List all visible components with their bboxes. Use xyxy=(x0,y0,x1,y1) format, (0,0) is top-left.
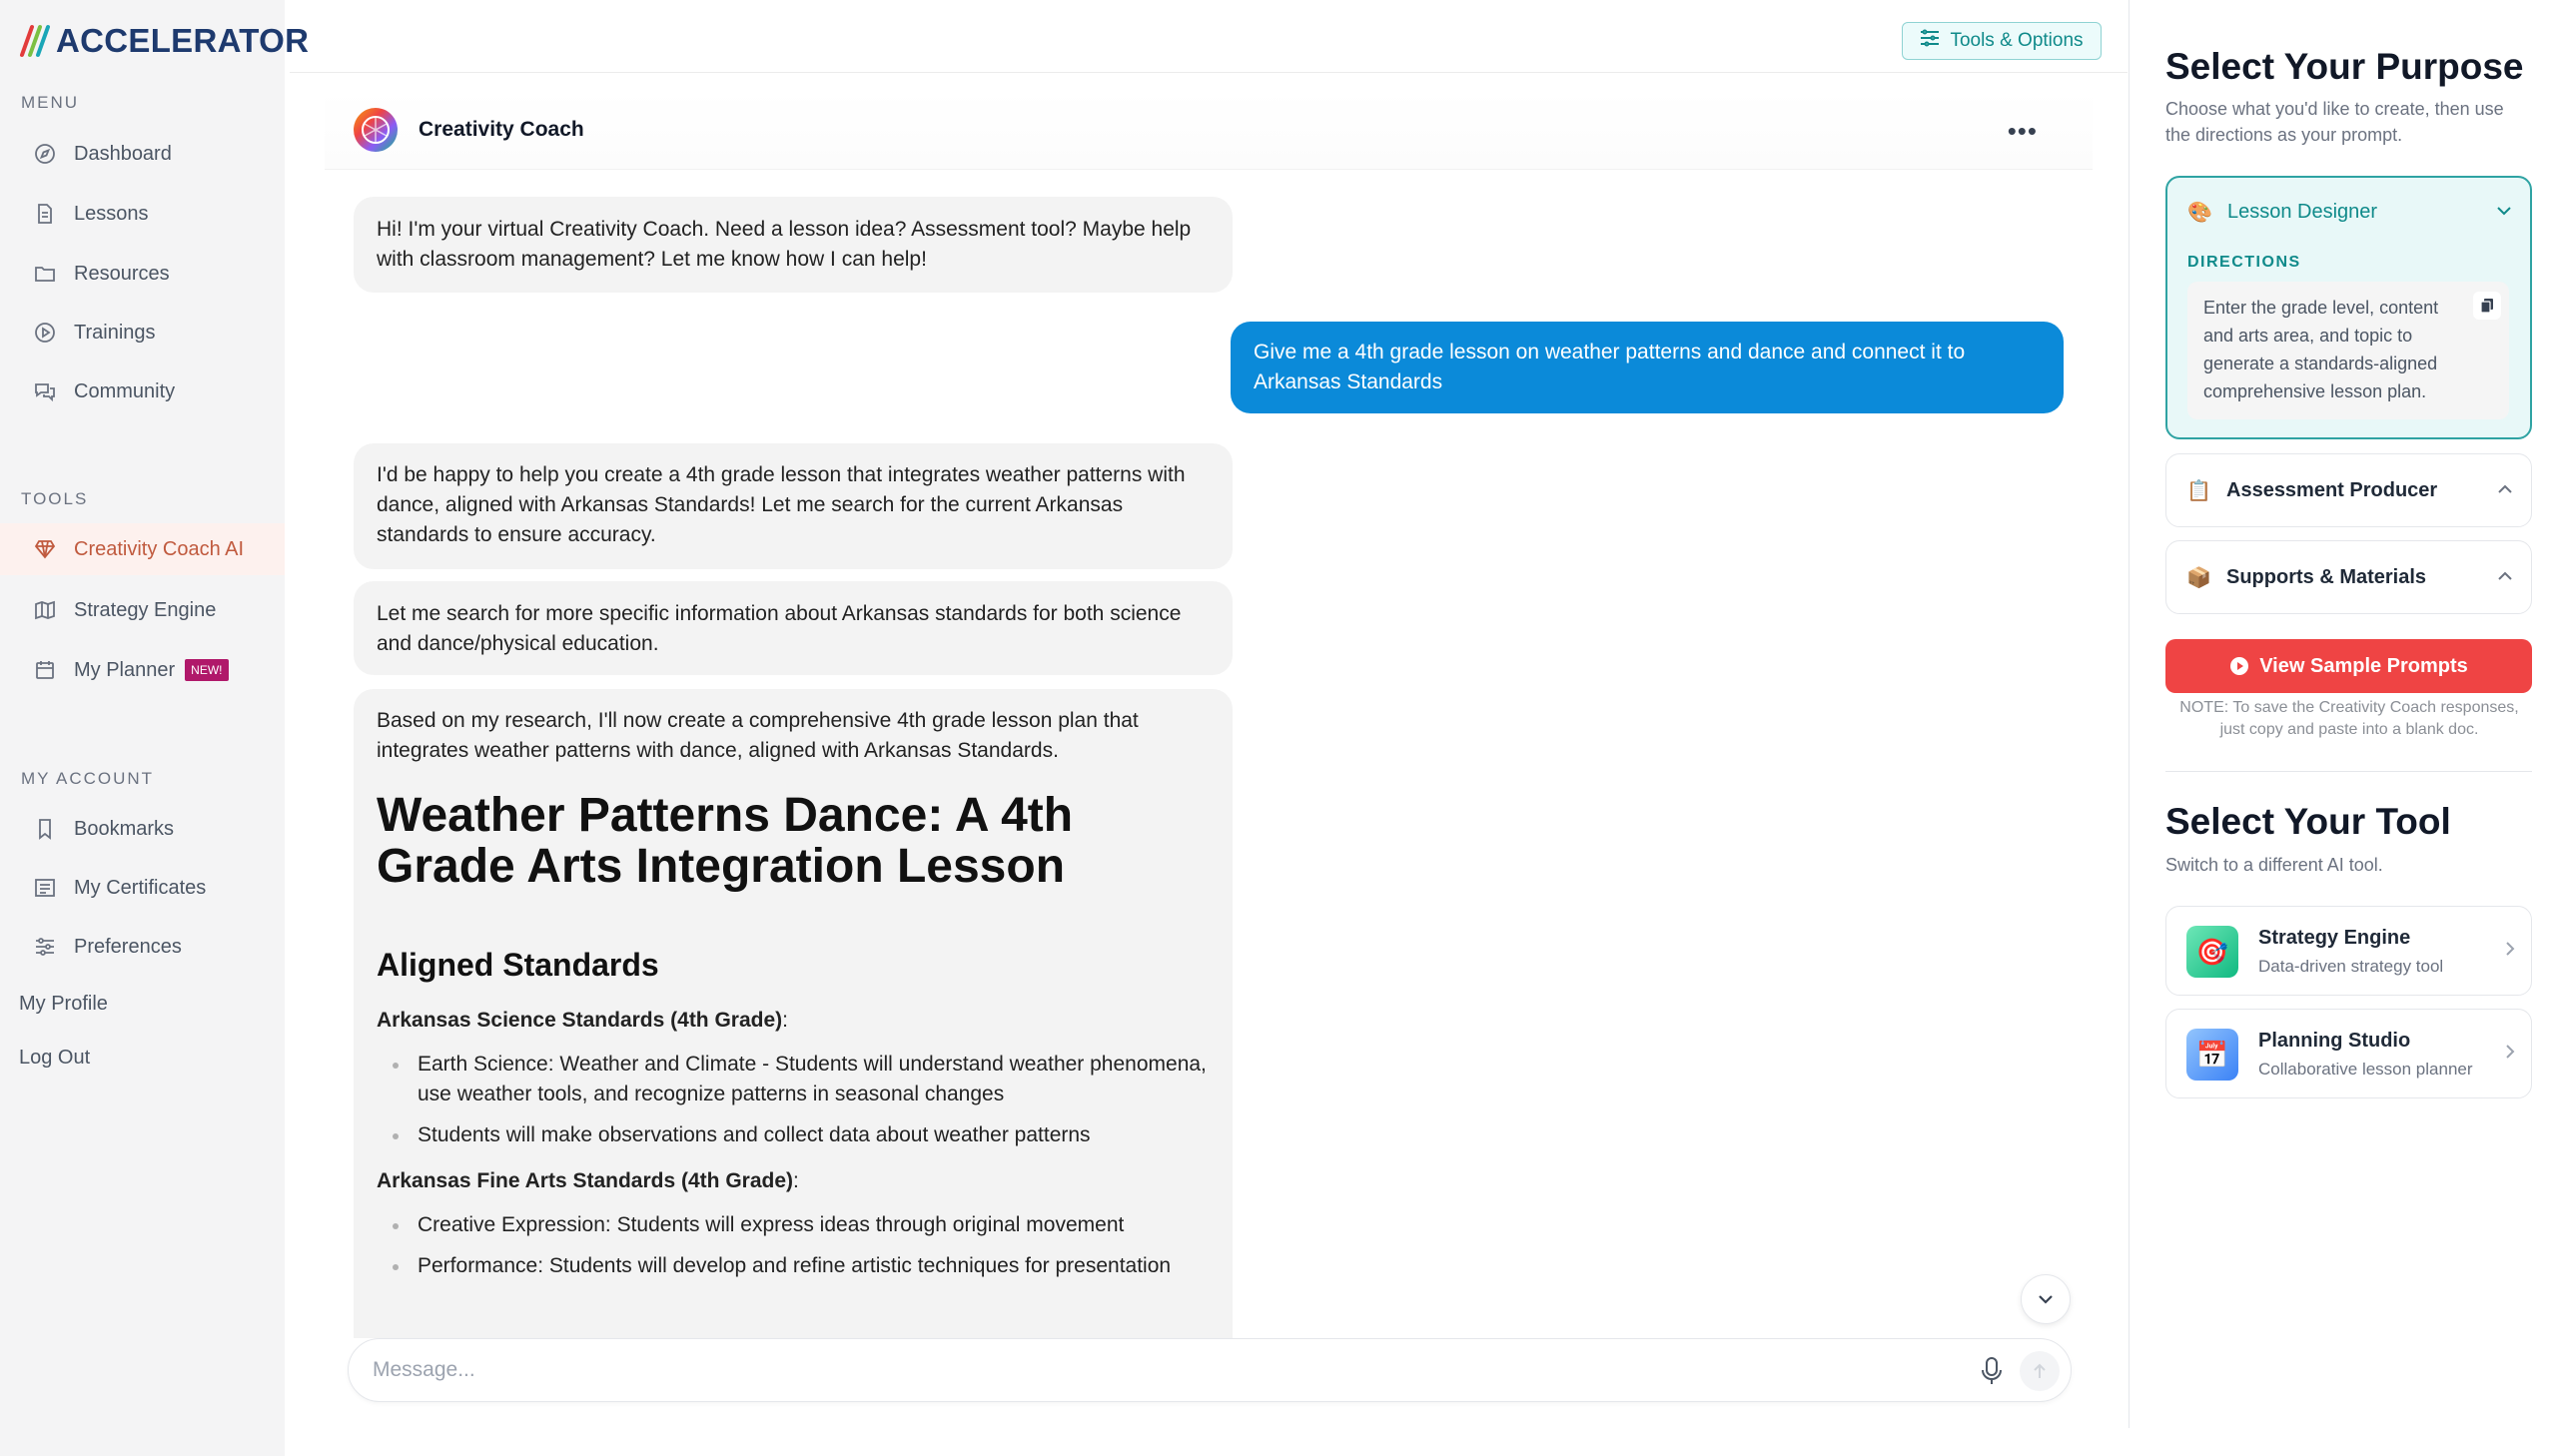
section-divider xyxy=(2165,771,2532,772)
purpose-item-lesson-designer[interactable] xyxy=(2165,176,2532,439)
lesson-intro: Based on my research, I'll now create a comprehensive 4th grade lesson plan that integrates weather patterns with dance, aligned with Arkansas Standards. xyxy=(377,709,1139,762)
sidebar-item-dashboard[interactable] xyxy=(0,128,285,180)
user-message: Give me a 4th grade lesson on weather patterns and dance and connect it to Arkansas Standards xyxy=(1231,322,2064,413)
arts-standards-list xyxy=(377,1210,1210,1281)
purpose-item-assessment-producer[interactable] xyxy=(2165,453,2532,527)
tool-card-strategy-engine[interactable] xyxy=(2165,906,2532,996)
more-options-icon[interactable]: ••• xyxy=(2007,116,2038,146)
new-badge: NEW! xyxy=(185,659,228,681)
arrow-up-icon xyxy=(2032,1362,2048,1380)
diamond-icon xyxy=(32,536,58,562)
tool-name: Planning Studio xyxy=(2258,1030,2411,1052)
arts-standards-heading: Arkansas Fine Arts Standards (4th Grade): xyxy=(377,1169,799,1192)
assistant-message: I'd be happy to help you create a 4th grade lesson that integrates weather patterns with dance, aligned with Arkansas Standards! Let me search for the current Arkansas standards to ensure accuracy. xyxy=(354,443,1233,569)
copy-icon xyxy=(2479,298,2495,314)
standards-heading: Aligned Standards xyxy=(377,947,659,983)
tools-options-button[interactable] xyxy=(1902,22,2102,60)
lesson-title: Weather Patterns Dance: A 4th Grade Arts Integration Lesson xyxy=(377,789,1074,893)
tools-options-label: Tools & Options xyxy=(1950,30,2084,51)
sidebar-item-preferences[interactable] xyxy=(0,921,285,973)
tool-card-planning-studio[interactable] xyxy=(2165,1009,2532,1098)
directions-box xyxy=(2187,282,2509,419)
agent-name: Creativity Coach xyxy=(419,117,584,141)
sidebar-item-creativity-coach-ai[interactable] xyxy=(0,523,285,575)
tool-select-title: Select Your Tool xyxy=(2165,801,2451,842)
target-icon: 🎯 xyxy=(2186,926,2238,978)
my-profile-link[interactable]: My Profile xyxy=(19,993,108,1015)
account-section-label: MY ACCOUNT xyxy=(21,769,155,788)
sidebar-item-label: Dashboard xyxy=(74,142,172,165)
certificate-icon xyxy=(32,875,58,901)
header-divider xyxy=(290,72,2128,73)
chevron-down-icon[interactable] xyxy=(2496,206,2512,216)
science-standards-list xyxy=(377,1050,1210,1150)
sidebar xyxy=(0,0,310,1456)
tool-select-subtitle: Switch to a different AI tool. xyxy=(2165,855,2383,875)
sidebar-item-label: Preferences xyxy=(74,935,182,958)
palette-icon: 🎨 xyxy=(2187,202,2212,224)
accordion-header[interactable] xyxy=(2187,200,2377,225)
chat-bubbles-icon xyxy=(32,378,58,404)
coach-avatar-icon xyxy=(353,107,399,153)
sidebar-item-bookmarks[interactable] xyxy=(0,803,285,855)
scroll-down-button[interactable] xyxy=(2021,1274,2071,1324)
list-item: Performance: Students will develop and refine artistic techniques for presentation xyxy=(377,1251,1210,1281)
sidebar-item-trainings[interactable] xyxy=(0,307,285,359)
sidebar-item-label: Resources xyxy=(74,262,170,285)
tool-desc: Data-driven strategy tool xyxy=(2258,957,2444,976)
accordion-header[interactable] xyxy=(2186,478,2437,503)
chevron-up-icon[interactable] xyxy=(2497,484,2513,494)
directions-label: DIRECTIONS xyxy=(2187,254,2301,271)
list-item: Earth Science: Weather and Climate - Students will understand weather phenomena, use weather tools, and recognize patterns in seasonal changes xyxy=(377,1050,1210,1109)
microphone-icon[interactable] xyxy=(1977,1355,2007,1387)
sidebar-item-my-planner[interactable] xyxy=(0,644,285,696)
play-circle-icon xyxy=(2229,656,2249,676)
accordion-header[interactable] xyxy=(2186,565,2426,590)
clipboard-icon: 📋 xyxy=(2186,480,2211,502)
tools-section-label: TOOLS xyxy=(21,489,89,508)
compass-icon xyxy=(32,141,58,167)
assistant-message: Hi! I'm your virtual Creativity Coach. Need a lesson idea? Assessment tool? Maybe help with classroom management? Let me know how I can help! xyxy=(354,197,1233,293)
logo-slashes-icon xyxy=(18,23,52,59)
sidebar-item-my-certificates[interactable] xyxy=(0,862,285,914)
sidebar-item-community[interactable] xyxy=(0,365,285,417)
accordion-label: Lesson Designer xyxy=(2227,201,2378,223)
sidebar-item-strategy-engine[interactable] xyxy=(0,584,285,636)
sample-button-label: View Sample Prompts xyxy=(2259,654,2468,677)
sidebar-item-resources[interactable] xyxy=(0,248,285,300)
bookmark-icon xyxy=(32,816,58,842)
list-item: Students will make observations and collect data about weather patterns xyxy=(377,1120,1210,1150)
accordion-label: Supports & Materials xyxy=(2226,566,2427,588)
sidebar-item-label: My Planner xyxy=(74,658,176,681)
tool-desc: Collaborative lesson planner xyxy=(2258,1060,2473,1079)
sidebar-item-label: Lessons xyxy=(74,202,149,225)
sidebar-item-label: Creativity Coach AI xyxy=(74,537,245,560)
sidebar-item-label: My Certificates xyxy=(74,876,207,899)
sliders-icon xyxy=(32,934,58,960)
chevron-up-icon[interactable] xyxy=(2497,571,2513,581)
sidebar-item-lessons[interactable] xyxy=(0,188,285,240)
list-item: Creative Expression: Students will express ideas through original movement xyxy=(377,1210,1210,1240)
science-standards-heading: Arkansas Science Standards (4th Grade): xyxy=(377,1009,789,1032)
calendar-icon: 📅 xyxy=(2186,1029,2238,1081)
menu-lines-icon xyxy=(1920,29,1940,53)
send-button[interactable] xyxy=(2020,1351,2060,1391)
package-icon: 📦 xyxy=(2186,567,2211,589)
menu-section-label: MENU xyxy=(21,93,80,112)
purpose-title: Select Your Purpose xyxy=(2165,46,2524,87)
assistant-message: Let me search for more specific information about Arkansas standards for both science and dance/physical education. xyxy=(354,581,1233,675)
save-note: NOTE: To save the Creativity Coach responses, just copy and paste into a blank doc. xyxy=(2179,699,2519,738)
brand-logo[interactable] xyxy=(18,20,309,62)
sidebar-item-label: Community xyxy=(74,379,176,402)
purpose-item-supports-materials[interactable] xyxy=(2165,540,2532,614)
sidebar-item-label: Trainings xyxy=(74,321,156,344)
message-composer xyxy=(348,1338,2072,1402)
directions-text: Enter the grade level, content and arts area, and topic to generate a standards-aligned comprehensive lesson plan. xyxy=(2203,298,2439,401)
brand-name: ACCELERATOR xyxy=(56,22,310,59)
accordion-label: Assessment Producer xyxy=(2226,479,2438,501)
sidebar-item-label: Strategy Engine xyxy=(74,598,217,621)
copy-button[interactable] xyxy=(2473,292,2501,320)
purpose-subtitle: Choose what you'd like to create, then use the directions as your prompt. xyxy=(2165,99,2504,145)
play-circle-icon xyxy=(32,320,58,346)
chevron-right-icon xyxy=(2505,1044,2515,1060)
sidebar-item-label: Bookmarks xyxy=(74,817,175,840)
calendar-icon xyxy=(32,657,58,683)
document-icon xyxy=(32,201,58,227)
chat-header xyxy=(325,90,2093,170)
folder-icon xyxy=(32,261,58,287)
panel-divider xyxy=(2129,0,2130,1428)
chevron-down-icon xyxy=(2037,1293,2055,1305)
view-sample-prompts-button[interactable] xyxy=(2165,639,2532,693)
assistant-message-lesson-plan xyxy=(354,689,1233,1338)
tool-name: Strategy Engine xyxy=(2258,927,2411,949)
message-input[interactable] xyxy=(373,1351,1951,1389)
map-icon xyxy=(32,597,58,623)
chevron-right-icon xyxy=(2505,941,2515,957)
log-out-link[interactable]: Log Out xyxy=(19,1047,91,1069)
